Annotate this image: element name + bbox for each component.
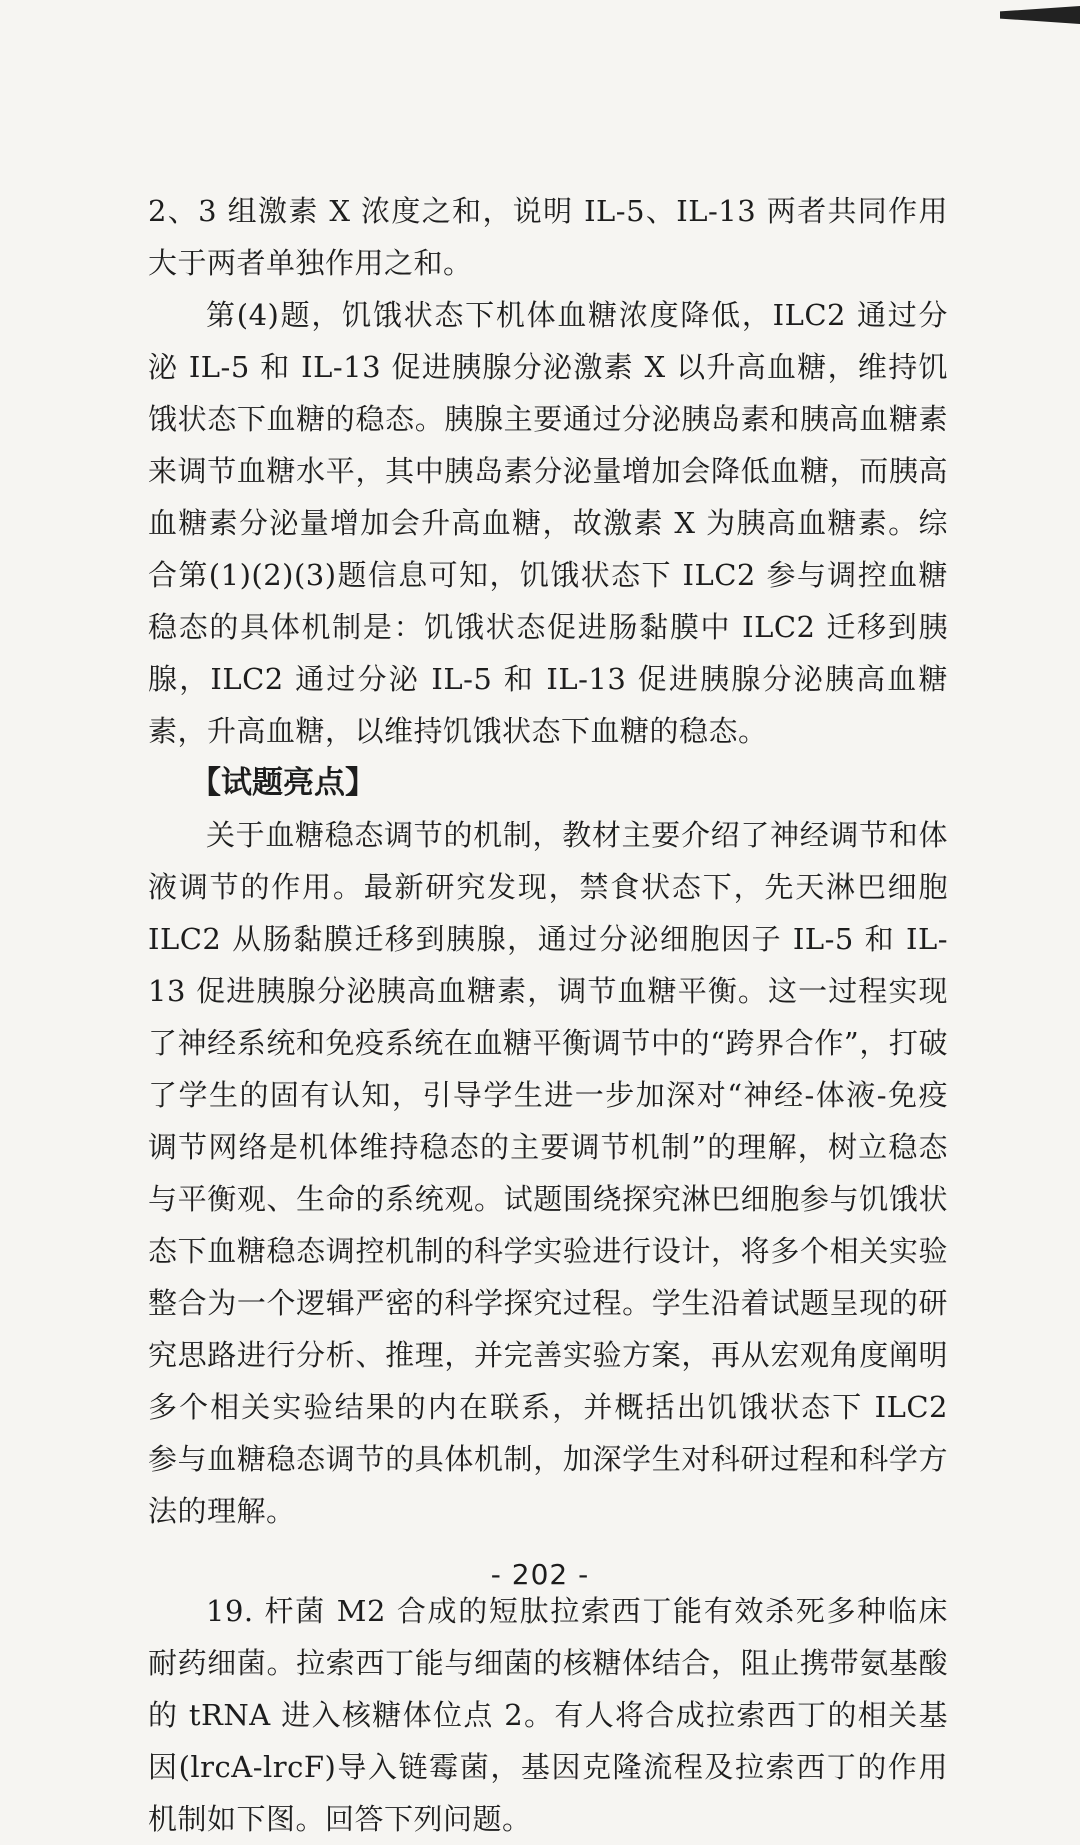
paragraph-continuation: 2、3 组激素 X 浓度之和，说明 IL-5、IL-13 两者共同作用大于两者单独作用之和。 (148, 194, 948, 280)
paragraph-question-4-analysis: 第(4)题，饥饿状态下机体血糖浓度降低，ILC2 通过分泌 IL-5 和 IL-13 促进胰腺分泌激素 X 以升高血糖，维持饥饿状态下血糖的稳态。胰腺主要通过分泌胰岛素和胰高血糖素来调节血糖水平，其中胰岛素分泌量增加会降低血糖，而胰高血糖素分泌量增加会升高血糖，故激素 X 为胰高血糖素。综合第(1)(2)(3)题信息可知，饥饿状态下 ILC2 参与调控血糖稳态的具体机制是：饥饿状态促进肠黏膜中 ILC2 迁移到胰腺，ILC2 通过分泌 IL-5 和 IL-13 促进胰腺分泌胰高血糖素，升高血糖，以维持饥饿状态下血糖的稳态。 (148, 298, 948, 748)
page-number: - 202 - (490, 1558, 590, 1591)
corner-binding-mark (1000, 6, 1080, 24)
paragraph-highlights: 关于血糖稳态调节的机制，教材主要介绍了神经调节和体液调节的作用。最新研究发现，禁食状态下，先天淋巴细胞 ILC2 从肠黏膜迁移到胰腺，通过分泌细胞因子 IL-5 和 IL-13 促进胰腺分泌胰高血糖素，调节血糖平衡。这一过程实现了神经系统和免疫系统在血糖平衡调节中的“跨界合作”，打破了学生的固有认知，引导学生进一步加深对“神经-体液-免疫调节网络是机体维持稳态的主要调节机制”的理解，树立稳态与平衡观、生命的系统观。试题围绕探究淋巴细胞参与饥饿状态下血糖稳态调控机制的科学实验进行设计，将多个相关实验整合为一个逻辑严密的科学探究过程。学生沿着试题呈现的研究思路进行分析、推理，并完善实验方案，再从宏观角度阐明多个相关实验结果的内在联系，并概括出饥饿状态下 ILC2 参与血糖稳态调节的具体机制，加深学生对科研过程和科学方法的理解。 (148, 818, 948, 1528)
document-body (148, 185, 948, 1845)
question-19: 19. 杆菌 M2 合成的短肽拉索西丁能有效杀死多种临床耐药细菌。拉索西丁能与细菌的核糖体结合，阻止携带氨基酸的 tRNA 进入核糖体位点 2。有人将合成拉索西丁的相关基因(lrcA-lrcF)导入链霉菌，基因克隆流程及拉索西丁的作用机制如下图。回答下列问题。 (148, 1594, 948, 1836)
section-heading-highlights: 【试题亮点】 (190, 765, 376, 801)
